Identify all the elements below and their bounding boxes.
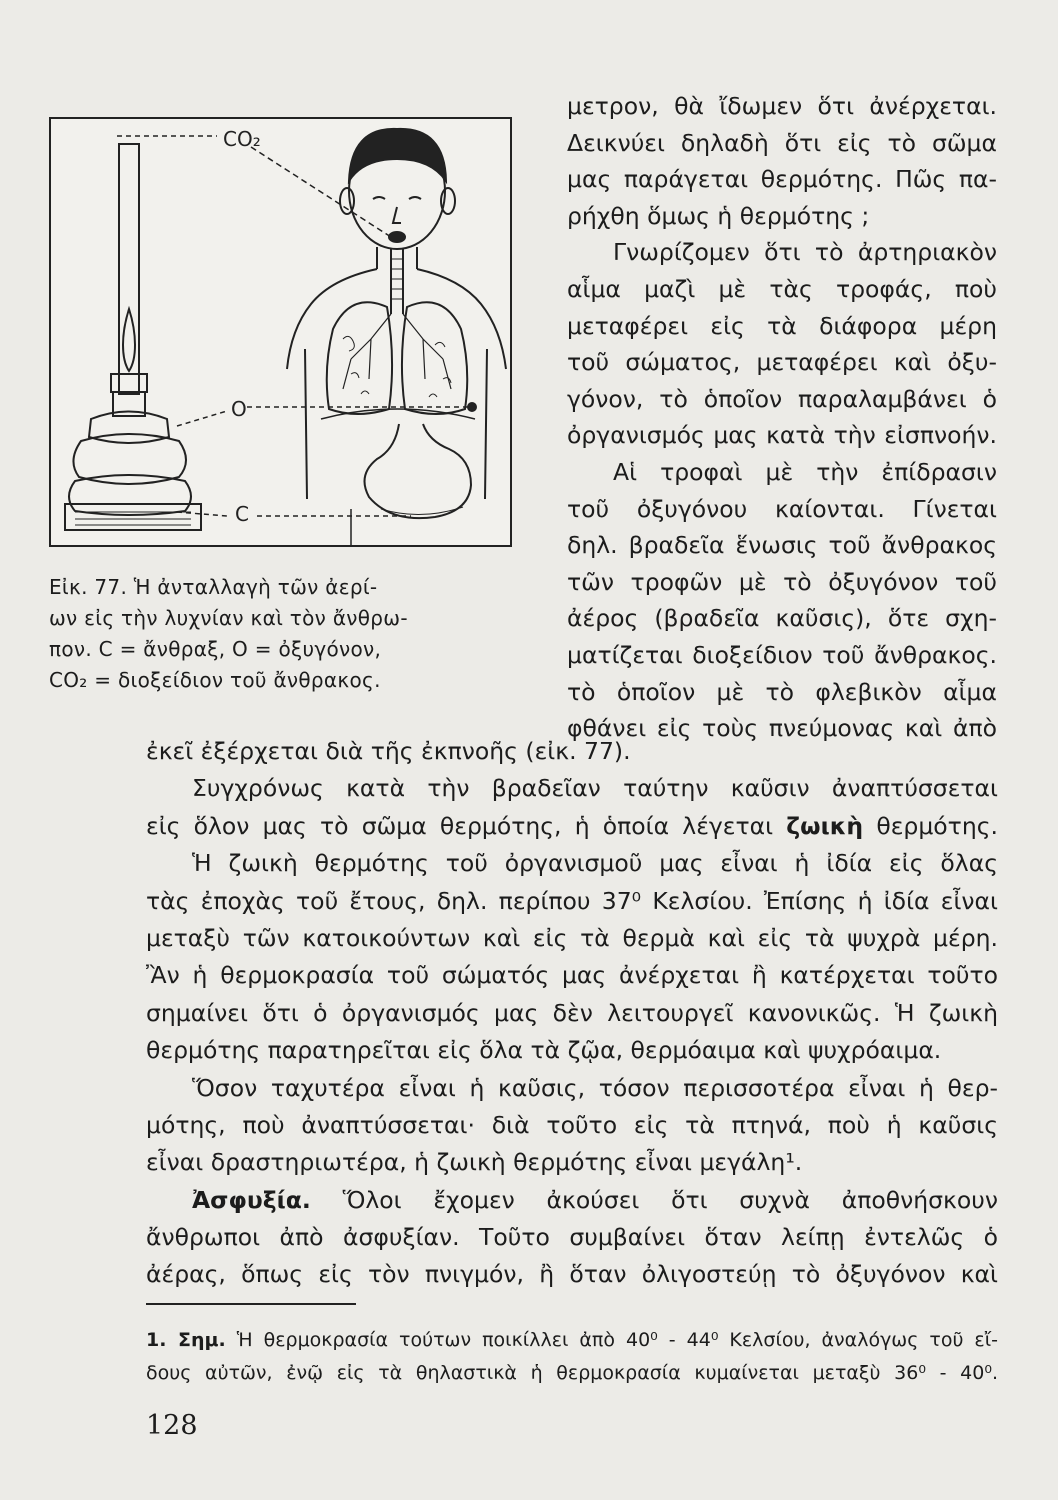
text-line: εἶναι δραστηριωτέρα, ἡ ζωικὴ θερμότης εἶναι μεγάλη¹. bbox=[146, 1148, 803, 1177]
text-line: ἐκεῖ ἐξέρχεται διὰ τῆς ἐκπνοῆς (εἰκ. 77). bbox=[146, 737, 631, 765]
text-line: τοῦ σώματος, μεταφέρει καὶ ὀξυ- bbox=[567, 348, 997, 377]
text-line bbox=[146, 808, 998, 845]
text-line: Δεικνύει δηλαδὴ ὅτι εἰς τὸ σῶμα bbox=[567, 128, 997, 157]
right-column-text bbox=[567, 88, 997, 747]
text-line: Αἱ τροφαὶ μὲ τὴν ἐπίδρασιν bbox=[613, 457, 997, 486]
text-line: ἀέρος (βραδεῖα καῦσις), ὅτε σχη- bbox=[567, 604, 997, 633]
label-carbon: C bbox=[235, 502, 249, 526]
text-line: μας παράγεται θερμότης. Πῶς πα- bbox=[567, 165, 997, 194]
text-line: τοῦ ὀξυγόνου καίονται. Γίνεται bbox=[567, 494, 997, 523]
term-zoiki: ζωικὴ bbox=[786, 811, 864, 840]
text-line: ὀργανισμός μας κατὰ τὴν εἰσπνοήν. bbox=[567, 421, 997, 450]
text-line: σημαίνει ὅτι ὁ ὀργανισμός μας δὲν λειτουργεῖ κανονικῶς. Ἡ ζωικὴ bbox=[146, 998, 998, 1027]
lamp-base bbox=[65, 504, 201, 530]
human-hair bbox=[349, 129, 446, 181]
lamp-flame bbox=[123, 309, 135, 371]
human-mouth bbox=[389, 232, 405, 242]
text-line: μότης, ποὺ ἀναπτύσσεται· διὰ τοῦτο εἰς τὰ πτηνά, ποὺ ἡ καῦσις bbox=[146, 1110, 998, 1139]
text-line: ἄνθρωποι ἀπὸ ἀσφυξίαν. Τοῦτο συμβαίνει ὅταν λείπῃ ἐντελῶς ὁ bbox=[146, 1223, 998, 1252]
text-line: τὰς ἐποχὰς τοῦ ἔτους, δηλ. περίπου 37⁰ Κελσίου. Ἐπίσης ἡ ἰδία εἶναι bbox=[146, 886, 998, 915]
text-line: Ἡ ζωικὴ θερμότης τοῦ ὀργανισμοῦ μας εἶναι ἡ ἰδία εἰς ὅλας bbox=[192, 849, 998, 878]
term-asphyxia: Ἀσφυξία. bbox=[192, 1185, 311, 1214]
text-line: γόνον, τὸ ὁποῖον παραλαμβάνει ὁ bbox=[567, 384, 997, 413]
text-line bbox=[146, 1182, 998, 1219]
text-line: Ὅσον ταχυτέρα εἶναι ἡ καῦσις, τόσον περισσοτέρα εἶναι ἡ θερ- bbox=[192, 1073, 998, 1102]
footnote-divider bbox=[146, 1303, 356, 1305]
stomach bbox=[365, 424, 472, 518]
text-run: εἰς ὅλον μας τὸ σῶμα θερμότης, ἡ ὁποία λέγεται bbox=[146, 811, 787, 840]
text-line: Συγχρόνως κατὰ τὴν βραδεῖαν ταύτην καῦσιν ἀναπτύσσεται bbox=[192, 774, 998, 803]
text-line: μεταφέρει εἰς τὰ διάφορα μέρη bbox=[567, 311, 997, 340]
text-line: θερμότης παρατηρεῖται εἰς ὅλα τὰ ζῷα, θερμόαιμα καὶ ψυχρόαιμα. bbox=[146, 1036, 942, 1065]
text-line: ρήχθη ὅμως ἡ θερμότης ; bbox=[567, 201, 870, 230]
lamp-burner bbox=[111, 374, 147, 392]
text-line: αἷμα μαζὶ μὲ τὰς τροφάς, ποὺ bbox=[567, 274, 997, 303]
text-line: τῶν τροφῶν μὲ τὸ ὀξυγόνον τοῦ bbox=[567, 567, 997, 596]
label-co2: CO₂ bbox=[223, 127, 261, 151]
text-line: Γνωρίζομεν ὅτι τὸ ἀρτηριακὸν bbox=[613, 238, 997, 267]
text-line: τὸ ὁποῖον μὲ τὸ φλεβικὸν αἷμα bbox=[567, 677, 997, 706]
footnote-line: δους αὐτῶν, ἐνῷ εἰς τὰ θηλαστικὰ ἡ θερμοκρασία κυμαίνεται μεταξὺ 36⁰ - 40⁰. bbox=[146, 1362, 998, 1384]
right-lung bbox=[402, 302, 467, 414]
left-lung bbox=[327, 302, 392, 414]
label-oxygen: O bbox=[231, 397, 247, 421]
page-number: 128 bbox=[146, 1410, 198, 1441]
text-line: φθάνει εἰς τοὺς πνεύμονας καὶ ἀπὸ bbox=[567, 714, 997, 743]
text-run: Ὅλοι ἔχομεν ἀκούσει ὅτι συχνὰ ἀποθνήσκουν bbox=[310, 1185, 998, 1214]
lamp-and-human-illustration bbox=[51, 119, 510, 545]
body-text bbox=[146, 733, 998, 1294]
text-line: μεταξὺ τῶν κατοικούντων καὶ εἰς τὰ θερμὰ καὶ εἰς τὰ ψυχρὰ μέρη. bbox=[146, 923, 998, 952]
text-line: Ἂν ἡ θερμοκρασία τοῦ σώματός μας ἀνέρχεται ἢ κατέρχεται τοῦτο bbox=[146, 961, 998, 990]
figure-caption bbox=[49, 572, 514, 696]
text-run: Ἡ θερμοκρασία τούτων ποικίλλει ἀπὸ 40⁰ - 44⁰ Κελσίου, ἀναλόγως τοῦ εἴ- bbox=[225, 1329, 998, 1351]
lamp-chimney bbox=[119, 144, 139, 394]
text-line: ματίζεται διοξείδιον τοῦ ἄνθρακος. bbox=[567, 640, 997, 669]
text-line: δηλ. βραδεῖα ἕνωσις τοῦ ἄνθρακος bbox=[567, 531, 997, 560]
text-run: θερμότης. bbox=[863, 811, 998, 840]
text-line: μετρον, θὰ ἴδωμεν ὅτι ἀνέρχεται. bbox=[567, 92, 997, 120]
human-shoulders bbox=[287, 269, 506, 369]
footnote-line bbox=[146, 1324, 998, 1357]
caption-line: CO₂ = διοξείδιον τοῦ ἄνθρακος. bbox=[49, 668, 381, 692]
figure-gas-exchange bbox=[49, 117, 512, 547]
text-line: ἀέρας, ὅπως εἰς τὸν πνιγμόν, ἢ ὅταν ὀλιγοστεύῃ τὸ ὀξυγόνον καὶ bbox=[146, 1260, 998, 1289]
footnote-marker: 1. Σημ. bbox=[146, 1329, 226, 1351]
footnote bbox=[146, 1324, 998, 1390]
caption-line: ων εἰς τὴν λυχνίαν καὶ τὸν ἄνθρω- bbox=[49, 606, 408, 630]
caption-line: πον. C = ἄνθραξ, O = ὀξυγόνον, bbox=[49, 637, 382, 661]
lamp-reservoir-upper bbox=[73, 434, 186, 484]
caption-line: Εἰκ. 77. Ἡ ἀνταλλαγὴ τῶν ἀερί- bbox=[49, 575, 378, 599]
